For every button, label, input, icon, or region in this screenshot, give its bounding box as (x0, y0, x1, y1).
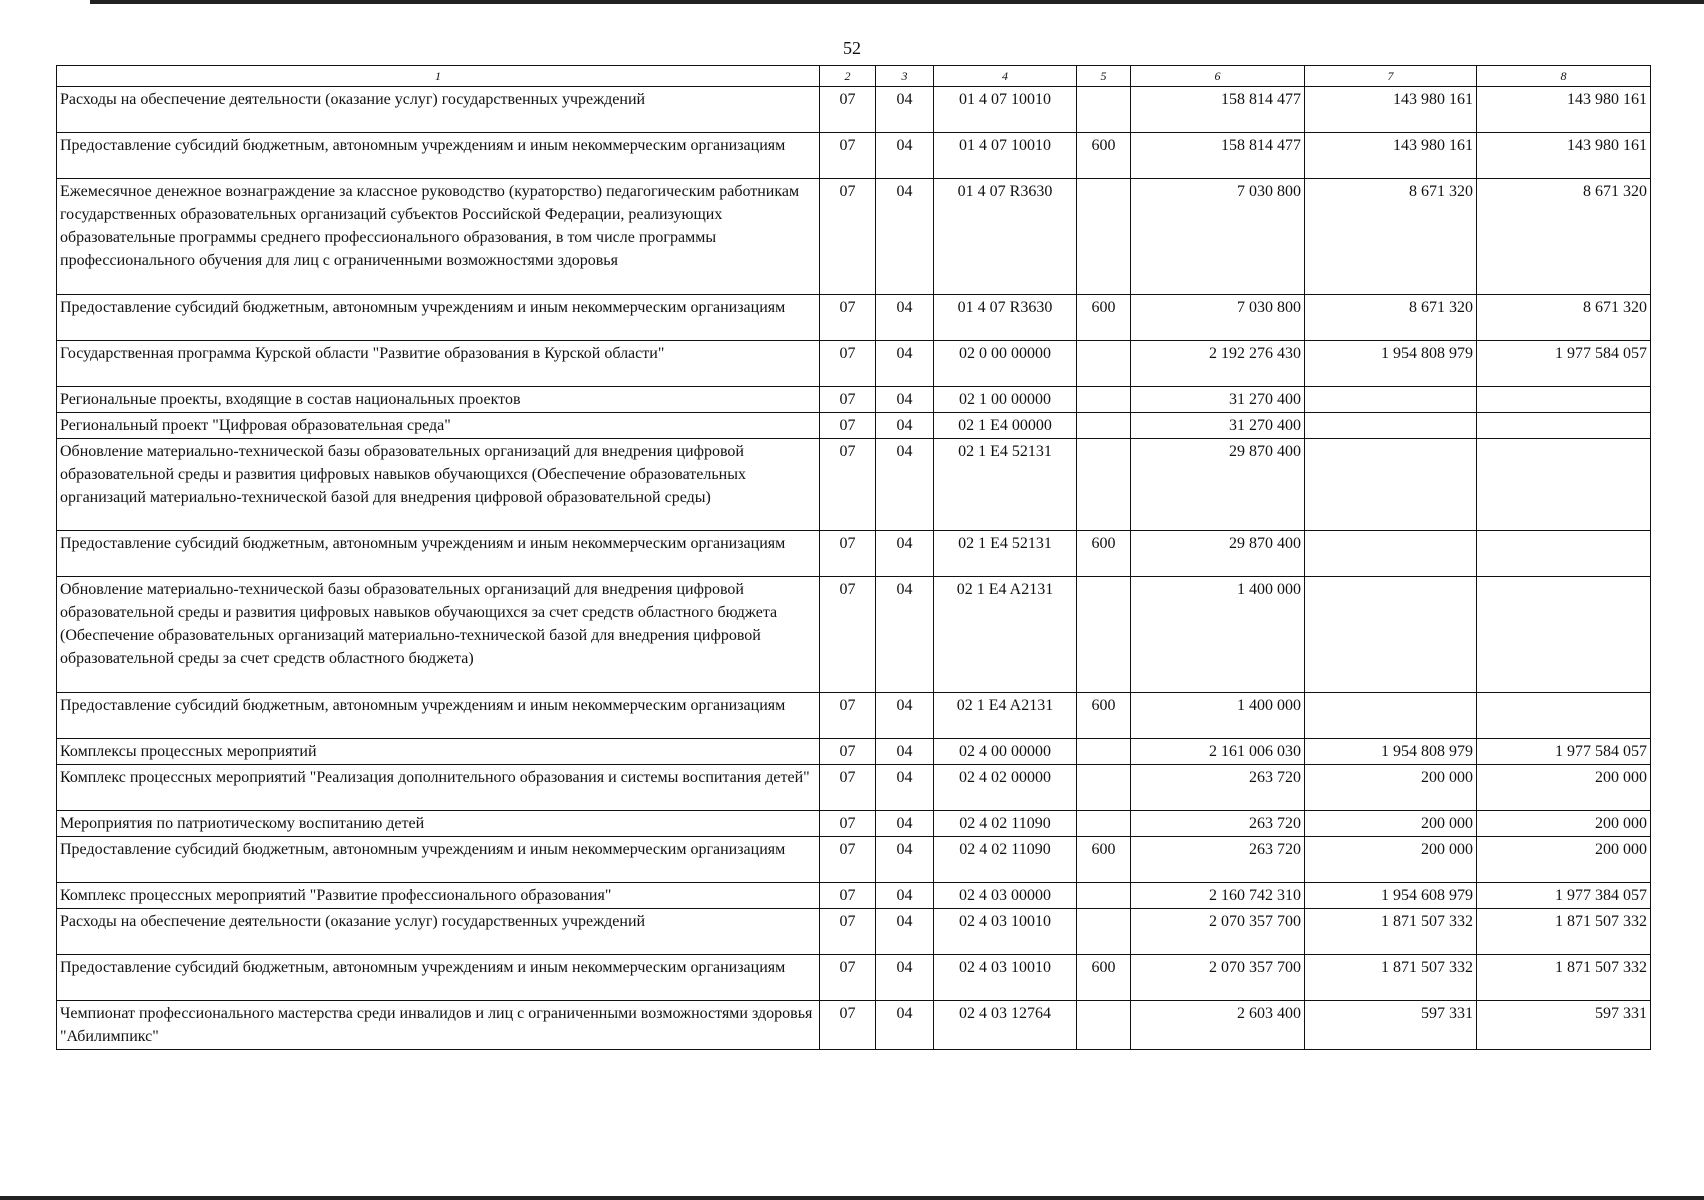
amount-col7-cell: 1 954 808 979 (1305, 341, 1477, 387)
target-article-cell: 02 4 00 00000 (934, 739, 1077, 765)
header-cell: 1 (57, 66, 820, 87)
section-code-cell: 07 (820, 387, 876, 413)
section-code-cell: 07 (820, 577, 876, 693)
target-article-cell: 01 4 07 R3630 (934, 179, 1077, 295)
expense-type-cell (1077, 909, 1131, 955)
target-article-cell: 02 1 E4 A2131 (934, 577, 1077, 693)
amount-col6-cell: 263 720 (1131, 811, 1305, 837)
table-row (57, 693, 1651, 739)
subsection-code-cell: 04 (876, 341, 934, 387)
header-cell: 3 (876, 66, 934, 87)
target-article-cell: 02 0 00 00000 (934, 341, 1077, 387)
expense-type-cell (1077, 577, 1131, 693)
amount-col8-cell: 200 000 (1477, 811, 1651, 837)
row-name-cell: Предоставление субсидий бюджетным, автономным учреждениям и иным некоммерческим организациям (57, 133, 820, 179)
subsection-code-cell: 04 (876, 883, 934, 909)
amount-col6-cell: 7 030 800 (1131, 179, 1305, 295)
table-body (57, 87, 1651, 1050)
table-row (57, 341, 1651, 387)
expense-type-cell (1077, 413, 1131, 439)
amount-col8-cell (1477, 413, 1651, 439)
amount-col8-cell: 1 977 384 057 (1477, 883, 1651, 909)
amount-col6-cell: 2 070 357 700 (1131, 909, 1305, 955)
row-name-cell: Расходы на обеспечение деятельности (оказание услуг) государственных учреждений (57, 87, 820, 133)
table-row (57, 909, 1651, 955)
table-row (57, 387, 1651, 413)
amount-col8-cell: 1 871 507 332 (1477, 955, 1651, 1001)
amount-col7-cell: 8 671 320 (1305, 295, 1477, 341)
row-name-cell: Комплекс процессных мероприятий "Развитие профессионального образования" (57, 883, 820, 909)
row-name-cell: Государственная программа Курской области "Развитие образования в Курской области" (57, 341, 820, 387)
expense-type-cell: 600 (1077, 133, 1131, 179)
subsection-code-cell: 04 (876, 955, 934, 1001)
expense-type-cell: 600 (1077, 295, 1131, 341)
amount-col7-cell: 200 000 (1305, 765, 1477, 811)
amount-col6-cell: 158 814 477 (1131, 133, 1305, 179)
amount-col8-cell: 1 977 584 057 (1477, 739, 1651, 765)
expense-type-cell (1077, 387, 1131, 413)
amount-col6-cell: 29 870 400 (1131, 531, 1305, 577)
amount-col8-cell: 1 977 584 057 (1477, 341, 1651, 387)
amount-col7-cell (1305, 387, 1477, 413)
table-row (57, 179, 1651, 295)
amount-col6-cell: 158 814 477 (1131, 87, 1305, 133)
amount-col8-cell: 8 671 320 (1477, 179, 1651, 295)
target-article-cell: 01 4 07 R3630 (934, 295, 1077, 341)
amount-col7-cell: 200 000 (1305, 811, 1477, 837)
section-code-cell: 07 (820, 955, 876, 1001)
target-article-cell: 02 4 03 12764 (934, 1001, 1077, 1050)
target-article-cell: 02 1 E4 A2131 (934, 693, 1077, 739)
subsection-code-cell: 04 (876, 837, 934, 883)
row-name-cell: Мероприятия по патриотическому воспитанию детей (57, 811, 820, 837)
amount-col8-cell: 143 980 161 (1477, 133, 1651, 179)
amount-col6-cell: 1 400 000 (1131, 577, 1305, 693)
table-row (57, 955, 1651, 1001)
header-cell: 6 (1131, 66, 1305, 87)
table-row (57, 295, 1651, 341)
amount-col6-cell: 2 070 357 700 (1131, 955, 1305, 1001)
subsection-code-cell: 04 (876, 1001, 934, 1050)
amount-col7-cell (1305, 577, 1477, 693)
table-row (57, 837, 1651, 883)
row-name-cell: Предоставление субсидий бюджетным, автономным учреждениям и иным некоммерческим организациям (57, 955, 820, 1001)
section-code-cell: 07 (820, 413, 876, 439)
table-row (57, 439, 1651, 531)
amount-col8-cell: 8 671 320 (1477, 295, 1651, 341)
section-code-cell: 07 (820, 883, 876, 909)
section-code-cell: 07 (820, 1001, 876, 1050)
header-cell: 7 (1305, 66, 1477, 87)
amount-col8-cell (1477, 693, 1651, 739)
amount-col6-cell: 2 603 400 (1131, 1001, 1305, 1050)
header-cell: 8 (1477, 66, 1651, 87)
row-name-cell: Расходы на обеспечение деятельности (оказание услуг) государственных учреждений (57, 909, 820, 955)
row-name-cell: Региональный проект "Цифровая образовательная среда" (57, 413, 820, 439)
expense-type-cell (1077, 439, 1131, 531)
target-article-cell: 02 1 E4 52131 (934, 439, 1077, 531)
amount-col7-cell: 8 671 320 (1305, 179, 1477, 295)
section-code-cell: 07 (820, 811, 876, 837)
amount-col7-cell (1305, 531, 1477, 577)
amount-col6-cell: 31 270 400 (1131, 413, 1305, 439)
expense-type-cell (1077, 883, 1131, 909)
table-row (57, 133, 1651, 179)
amount-col7-cell: 143 980 161 (1305, 133, 1477, 179)
amount-col8-cell: 200 000 (1477, 765, 1651, 811)
header-cell: 4 (934, 66, 1077, 87)
amount-col8-cell (1477, 577, 1651, 693)
subsection-code-cell: 04 (876, 577, 934, 693)
section-code-cell: 07 (820, 295, 876, 341)
page-number: 52 (843, 38, 861, 58)
row-name-cell: Комплекс процессных мероприятий "Реализация дополнительного образования и системы воспитания детей" (57, 765, 820, 811)
header-cell: 5 (1077, 66, 1131, 87)
header-row (57, 66, 1651, 87)
table-row (57, 811, 1651, 837)
subsection-code-cell: 04 (876, 811, 934, 837)
table-row (57, 739, 1651, 765)
amount-col6-cell: 31 270 400 (1131, 387, 1305, 413)
target-article-cell: 02 4 02 11090 (934, 811, 1077, 837)
amount-col6-cell: 2 192 276 430 (1131, 341, 1305, 387)
amount-col6-cell: 2 160 742 310 (1131, 883, 1305, 909)
section-code-cell: 07 (820, 341, 876, 387)
table-row (57, 1001, 1651, 1050)
subsection-code-cell: 04 (876, 87, 934, 133)
target-article-cell: 01 4 07 10010 (934, 87, 1077, 133)
row-name-cell: Предоставление субсидий бюджетным, автономным учреждениям и иным некоммерческим организациям (57, 693, 820, 739)
amount-col7-cell (1305, 693, 1477, 739)
expense-type-cell (1077, 1001, 1131, 1050)
table-row (57, 577, 1651, 693)
expense-type-cell: 600 (1077, 531, 1131, 577)
section-code-cell: 07 (820, 909, 876, 955)
target-article-cell: 02 1 E4 00000 (934, 413, 1077, 439)
subsection-code-cell: 04 (876, 531, 934, 577)
amount-col8-cell (1477, 531, 1651, 577)
section-code-cell: 07 (820, 439, 876, 531)
scan-edge-top (90, 0, 1704, 4)
row-name-cell: Чемпионат профессионального мастерства среди инвалидов и лиц с ограниченными возможностями здоровья "Абилимпикс" (57, 1001, 820, 1050)
target-article-cell: 02 1 E4 52131 (934, 531, 1077, 577)
expense-type-cell (1077, 739, 1131, 765)
target-article-cell: 02 4 03 10010 (934, 909, 1077, 955)
expense-type-cell: 600 (1077, 955, 1131, 1001)
amount-col8-cell (1477, 439, 1651, 531)
section-code-cell: 07 (820, 531, 876, 577)
amount-col6-cell: 263 720 (1131, 837, 1305, 883)
expense-type-cell (1077, 765, 1131, 811)
table-row (57, 883, 1651, 909)
amount-col7-cell (1305, 439, 1477, 531)
table-row (57, 87, 1651, 133)
amount-col7-cell: 1 871 507 332 (1305, 955, 1477, 1001)
row-name-cell: Предоставление субсидий бюджетным, автономным учреждениям и иным некоммерческим организациям (57, 295, 820, 341)
subsection-code-cell: 04 (876, 693, 934, 739)
expense-type-cell: 600 (1077, 837, 1131, 883)
amount-col8-cell: 597 331 (1477, 1001, 1651, 1050)
expense-type-cell (1077, 87, 1131, 133)
section-code-cell: 07 (820, 739, 876, 765)
expense-type-cell (1077, 179, 1131, 295)
scan-edge-bottom (0, 1196, 1704, 1200)
target-article-cell: 02 4 03 10010 (934, 955, 1077, 1001)
target-article-cell: 01 4 07 10010 (934, 133, 1077, 179)
table-row (57, 531, 1651, 577)
expense-type-cell (1077, 811, 1131, 837)
target-article-cell: 02 4 02 00000 (934, 765, 1077, 811)
subsection-code-cell: 04 (876, 413, 934, 439)
amount-col7-cell: 597 331 (1305, 1001, 1477, 1050)
section-code-cell: 07 (820, 693, 876, 739)
section-code-cell: 07 (820, 765, 876, 811)
row-name-cell: Комплексы процессных мероприятий (57, 739, 820, 765)
amount-col6-cell: 1 400 000 (1131, 693, 1305, 739)
subsection-code-cell: 04 (876, 739, 934, 765)
subsection-code-cell: 04 (876, 387, 934, 413)
amount-col6-cell: 7 030 800 (1131, 295, 1305, 341)
header-cell: 2 (820, 66, 876, 87)
table-row (57, 413, 1651, 439)
amount-col6-cell: 263 720 (1131, 765, 1305, 811)
amount-col7-cell (1305, 413, 1477, 439)
amount-col7-cell: 1 954 608 979 (1305, 883, 1477, 909)
amount-col7-cell: 200 000 (1305, 837, 1477, 883)
section-code-cell: 07 (820, 179, 876, 295)
amount-col7-cell: 1 871 507 332 (1305, 909, 1477, 955)
subsection-code-cell: 04 (876, 133, 934, 179)
row-name-cell: Региональные проекты, входящие в состав национальных проектов (57, 387, 820, 413)
amount-col8-cell (1477, 387, 1651, 413)
row-name-cell: Обновление материально-технической базы образовательных организаций для внедрения цифровой образовательной среды и развития цифровых навыков обучающихся за счет средств областного бюджета (Обеспечение образовательных организаций материально-технической базой для внедрения цифровой образовательной среды за счет средств областного бюджета) (57, 577, 820, 693)
subsection-code-cell: 04 (876, 909, 934, 955)
amount-col8-cell: 200 000 (1477, 837, 1651, 883)
expense-type-cell (1077, 341, 1131, 387)
row-name-cell: Предоставление субсидий бюджетным, автономным учреждениям и иным некоммерческим организациям (57, 531, 820, 577)
table-row (57, 765, 1651, 811)
target-article-cell: 02 4 03 00000 (934, 883, 1077, 909)
section-code-cell: 07 (820, 133, 876, 179)
row-name-cell: Обновление материально-технической базы образовательных организаций для внедрения цифровой образовательной среды и развития цифровых навыков обучающихся (Обеспечение образовательных организаций материально-технической базой для внедрения цифровой образовательной среды) (57, 439, 820, 531)
amount-col6-cell: 29 870 400 (1131, 439, 1305, 531)
expense-type-cell: 600 (1077, 693, 1131, 739)
budget-table (56, 65, 1651, 1050)
subsection-code-cell: 04 (876, 439, 934, 531)
amount-col7-cell: 1 954 808 979 (1305, 739, 1477, 765)
subsection-code-cell: 04 (876, 295, 934, 341)
amount-col6-cell: 2 161 006 030 (1131, 739, 1305, 765)
target-article-cell: 02 1 00 00000 (934, 387, 1077, 413)
amount-col7-cell: 143 980 161 (1305, 87, 1477, 133)
section-code-cell: 07 (820, 837, 876, 883)
subsection-code-cell: 04 (876, 179, 934, 295)
target-article-cell: 02 4 02 11090 (934, 837, 1077, 883)
subsection-code-cell: 04 (876, 765, 934, 811)
amount-col8-cell: 143 980 161 (1477, 87, 1651, 133)
row-name-cell: Предоставление субсидий бюджетным, автономным учреждениям и иным некоммерческим организациям (57, 837, 820, 883)
section-code-cell: 07 (820, 87, 876, 133)
amount-col8-cell: 1 871 507 332 (1477, 909, 1651, 955)
row-name-cell: Ежемесячное денежное вознаграждение за классное руководство (кураторство) педагогическим работникам государственных образовательных организаций субъектов Российской Федерации, реализующих образовательные программы среднего профессионального образования, в том числе программы профессионального обучения для лиц с ограниченными возможностями здоровья (57, 179, 820, 295)
